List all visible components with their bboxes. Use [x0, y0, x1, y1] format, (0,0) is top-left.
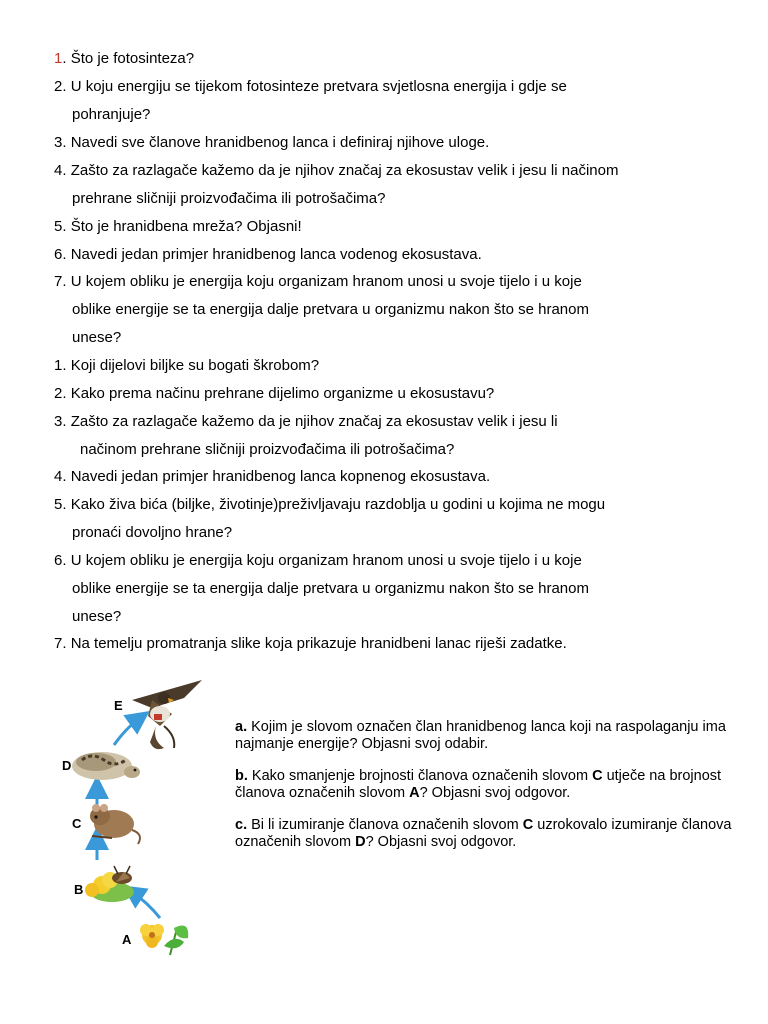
list1-q1-text: Što je fotosinteza? [70, 50, 195, 67]
list1-q2-number: 2 [54, 78, 63, 95]
list1-q5-text: Što je hranidbena mreža? Objasni! [70, 218, 302, 235]
list2-q5: 5. Kako živa bića (biljke, životinje)preživljavaju razdoblja u godini u kojima ne mogu [54, 496, 606, 513]
list1-q6-number: 6 [54, 246, 63, 263]
task-b-text-1: Kako smanjenje brojnosti članova označenih slovom [251, 768, 589, 784]
list1-q4-text: Zašto za razlagače kažemo da je njihov značaj za ekosustav velik i jesu li načinom [70, 162, 619, 179]
list2-q7-number: 7 [54, 635, 63, 652]
list1-q5: 5. Što je hranidbena mreža? Objasni! [54, 218, 302, 235]
task-b [235, 768, 735, 802]
list2-q4-number: 4 [54, 468, 63, 485]
list2-q3-text-cont: načinom prehrane sličniji proizvođačima ili potrošačima? [80, 441, 455, 458]
list2-q2-text: Kako prema načinu prehrane dijelimo organizme u ekosustavu? [70, 385, 495, 402]
label-a: A [122, 932, 132, 947]
bird-of-prey-icon [132, 680, 202, 749]
task-b-letter-a: A [409, 785, 420, 801]
list1-q6: 6. Navedi jedan primjer hranidbenog lanca vodenog ekosustava. [54, 246, 482, 263]
list2-q6-number: 6 [54, 552, 63, 569]
task-a-letter: a. [235, 719, 248, 735]
task-c-letter-c: C [522, 817, 534, 833]
food-chain-svg [52, 670, 222, 970]
list1-q6-text: Navedi jedan primjer hranidbenog lanca vodenog ekosustava. [70, 246, 482, 263]
list1-q7-number: 7 [54, 273, 63, 290]
list2-q6-text-cont-1: oblike energije se ta energija dalje pretvara u organizmu nakon što se hranom [72, 580, 589, 597]
list1-q3: 3. Navedi sve članove hranidbenog lanca i definiraj njihove uloge. [54, 134, 490, 151]
list1-q5-number: 5 [54, 218, 63, 235]
label-e: E [114, 698, 123, 713]
list1-q4-number: 4 [54, 162, 63, 179]
arrow-a-to-b [132, 892, 160, 918]
list2-q5-text-cont: pronaći dovoljno hrane? [72, 524, 233, 541]
list1-q1-number: 1 [54, 50, 63, 67]
food-chain-tasks [235, 719, 735, 866]
list2-q4-text: Navedi jedan primjer hranidbenog lanca kopnenog ekosustava. [70, 468, 491, 485]
label-c: C [72, 816, 82, 831]
list1-q2-text: U koju energiju se tijekom fotosinteze pretvara svjetlosna energija i gdje se [70, 78, 567, 95]
list1-q7: 7. U kojem obliku je energija koju organizam hranom unosi u svoje tijelo i u koje [54, 273, 582, 290]
list1-q3-text: Navedi sve članove hranidbenog lanca i definiraj njihove uloge. [70, 134, 490, 151]
list1-q2-text-cont: pohranjuje? [72, 106, 151, 123]
list1-q7-text-cont-2: unese? [72, 329, 122, 346]
list2-q1: 1. Koji dijelovi biljke su bogati škrobom? [54, 357, 320, 374]
list2-q6-text-cont-2: unese? [72, 608, 122, 625]
task-b-letter: b. [235, 768, 248, 784]
list2-q6: 6. U kojem obliku je energija koju organizam hranom unosi u svoje tijelo i u koje [54, 552, 582, 569]
list1-q3-number: 3 [54, 134, 63, 151]
label-b: B [74, 882, 84, 897]
task-b-letter-c: C [592, 768, 603, 784]
list1-q1: 1. Što je fotosinteza? [54, 50, 195, 67]
list1-q4-text-cont: prehrane sličniji proizvođačima ili potrošačima? [72, 190, 386, 207]
task-c-letter-d: D [355, 834, 366, 850]
list2-q2-number: 2 [54, 385, 63, 402]
list1-q4: 4. Zašto za razlagače kažemo da je njihov značaj za ekosustav velik i jesu li načinom [54, 162, 619, 179]
food-chain-illustration [52, 670, 222, 970]
list2-q3-number: 3 [54, 413, 63, 430]
list1-q7-text-cont-1: oblike energije se ta energija dalje pretvara u organizmu nakon što se hranom [72, 301, 589, 318]
arrow-d-to-e [114, 718, 140, 745]
list2-q1-text: Koji dijelovi biljke su bogati škrobom? [70, 357, 320, 374]
list2-q7-text: Na temelju promatranja slike koja prikazuje hranidbeni lanac riješi zadatke. [70, 635, 567, 652]
task-a [235, 719, 735, 753]
list2-q4: 4. Navedi jedan primjer hranidbenog lanca kopnenog ekosustava. [54, 468, 491, 485]
list2-q2: 2. Kako prema načinu prehrane dijelimo organizme u ekosustavu? [54, 385, 495, 402]
list1-q7-text: U kojem obliku je energija koju organizam hranom unosi u svoje tijelo i u koje [70, 273, 582, 290]
task-c [235, 817, 735, 851]
list2-q7: 7. Na temelju promatranja slike koja prikazuje hranidbeni lanac riješi zadatke. [54, 635, 567, 652]
task-a-text: Kojim je slovom označen član hranidbenog lanca koji na raspolaganju ima najmanje energije? Objasni svoj odabir. [235, 719, 726, 752]
task-b-text-2: utječe na brojnost članova označenih slovom [235, 768, 722, 801]
label-d: D [62, 758, 72, 773]
list2-q5-number: 5 [54, 496, 63, 513]
task-c-text-2: uzrokovalo izumiranje članova označenih slovom [235, 817, 732, 850]
task-c-text-1: Bi li izumiranje članova označenih slovom [251, 817, 519, 833]
task-b-text-3: ? Objasni svoj odgovor. [419, 785, 571, 801]
list2-q6-text: U kojem obliku je energija koju organizam hranom unosi u svoje tijelo i u koje [70, 552, 582, 569]
list2-q3-text: Zašto za razlagače kažemo da je njihov značaj za ekosustav velik i jesu li [70, 413, 558, 430]
list2-q3: 3. Zašto za razlagače kažemo da je njihov značaj za ekosustav velik i jesu li [54, 413, 558, 430]
list1-q2: 2. U koju energiju se tijekom fotosinteze pretvara svjetlosna energija i gdje se [54, 78, 567, 95]
list2-q1-number: 1 [54, 357, 63, 374]
flower-plant-icon [140, 924, 188, 955]
snake-icon [72, 752, 140, 780]
list2-q5-text: Kako živa bića (biljke, životinje)preživljavaju razdoblja u godini u kojima ne mogu [70, 496, 606, 513]
insect-on-flower-icon [85, 866, 134, 902]
task-c-letter: c. [235, 817, 248, 833]
task-c-text-3: ? Objasni svoj odgovor. [365, 834, 517, 850]
